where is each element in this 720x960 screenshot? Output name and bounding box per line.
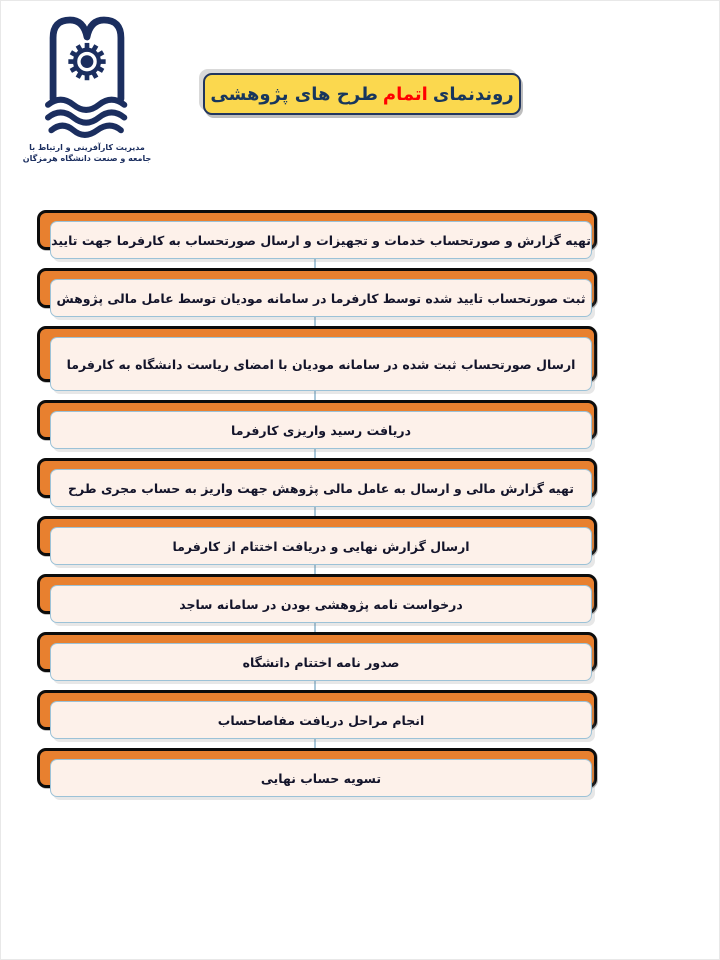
step-front-panel: [50, 221, 592, 259]
step-front-panel: [50, 527, 592, 565]
step-label: دریافت رسید واریزی کارفرما: [231, 422, 412, 438]
flow-step: [37, 326, 597, 392]
step-label: تسویه حساب نهایی: [260, 770, 382, 786]
title-banner: [203, 73, 521, 115]
flow-step: [37, 632, 597, 682]
step-label: درخواست نامه پژوهشی بودن در سامانه ساجد: [179, 596, 463, 612]
flow-step: [37, 690, 597, 740]
flow-step: [37, 210, 597, 260]
title-suffix: طرح های پژوهشی: [210, 83, 378, 105]
step-front-panel: [50, 585, 592, 623]
step-label: ثبت صورتحساب تایید شده توسط کارفرما در سامانه مودیان توسط عامل مالی پژوهش: [56, 290, 586, 306]
flow-step: [37, 574, 597, 624]
step-front-panel: [50, 643, 592, 681]
step-front-panel: [50, 337, 592, 391]
step-label: ارسال گزارش نهایی و دریافت اختتام از کارفرما: [172, 538, 470, 554]
logo-caption-line2: جامعه و صنعت دانشگاه هرمزگان: [22, 153, 152, 163]
step-front-panel: [50, 759, 592, 797]
title-highlight: اتمام: [382, 83, 428, 105]
step-label: ارسال صورتحساب ثبت شده در سامانه مودیان با امضای ریاست دانشگاه به کارفرما: [66, 356, 576, 372]
step-front-panel: [50, 279, 592, 317]
university-logo: [21, 9, 153, 165]
book-gear-waves-emblem-icon: [36, 9, 138, 143]
step-label: تهیه گزارش و صورتحساب خدمات و تجهیزات و ارسال صورتحساب به کارفرما جهت تایید: [51, 232, 591, 248]
step-label: تهیه گزارش مالی و ارسال به عامل مالی پژوهش جهت واریز به حساب مجری طرح: [68, 480, 574, 496]
step-front-panel: [50, 701, 592, 739]
flow-step: [37, 748, 597, 798]
step-label: انجام مراحل دریافت مفاصاحساب: [217, 712, 425, 728]
logo-caption-line1: مدیریت کارآفرینی و ارتباط با: [29, 143, 145, 152]
title-prefix: روندنمای: [432, 83, 514, 105]
step-front-panel: [50, 469, 592, 507]
flow-step: [37, 458, 597, 508]
flow-step: [37, 400, 597, 450]
step-front-panel: [50, 411, 592, 449]
flow-step: [37, 268, 597, 318]
step-label: صدور نامه اختتام داتشگاه: [242, 654, 400, 670]
steps-list: [37, 210, 597, 798]
flow-step: [37, 516, 597, 566]
